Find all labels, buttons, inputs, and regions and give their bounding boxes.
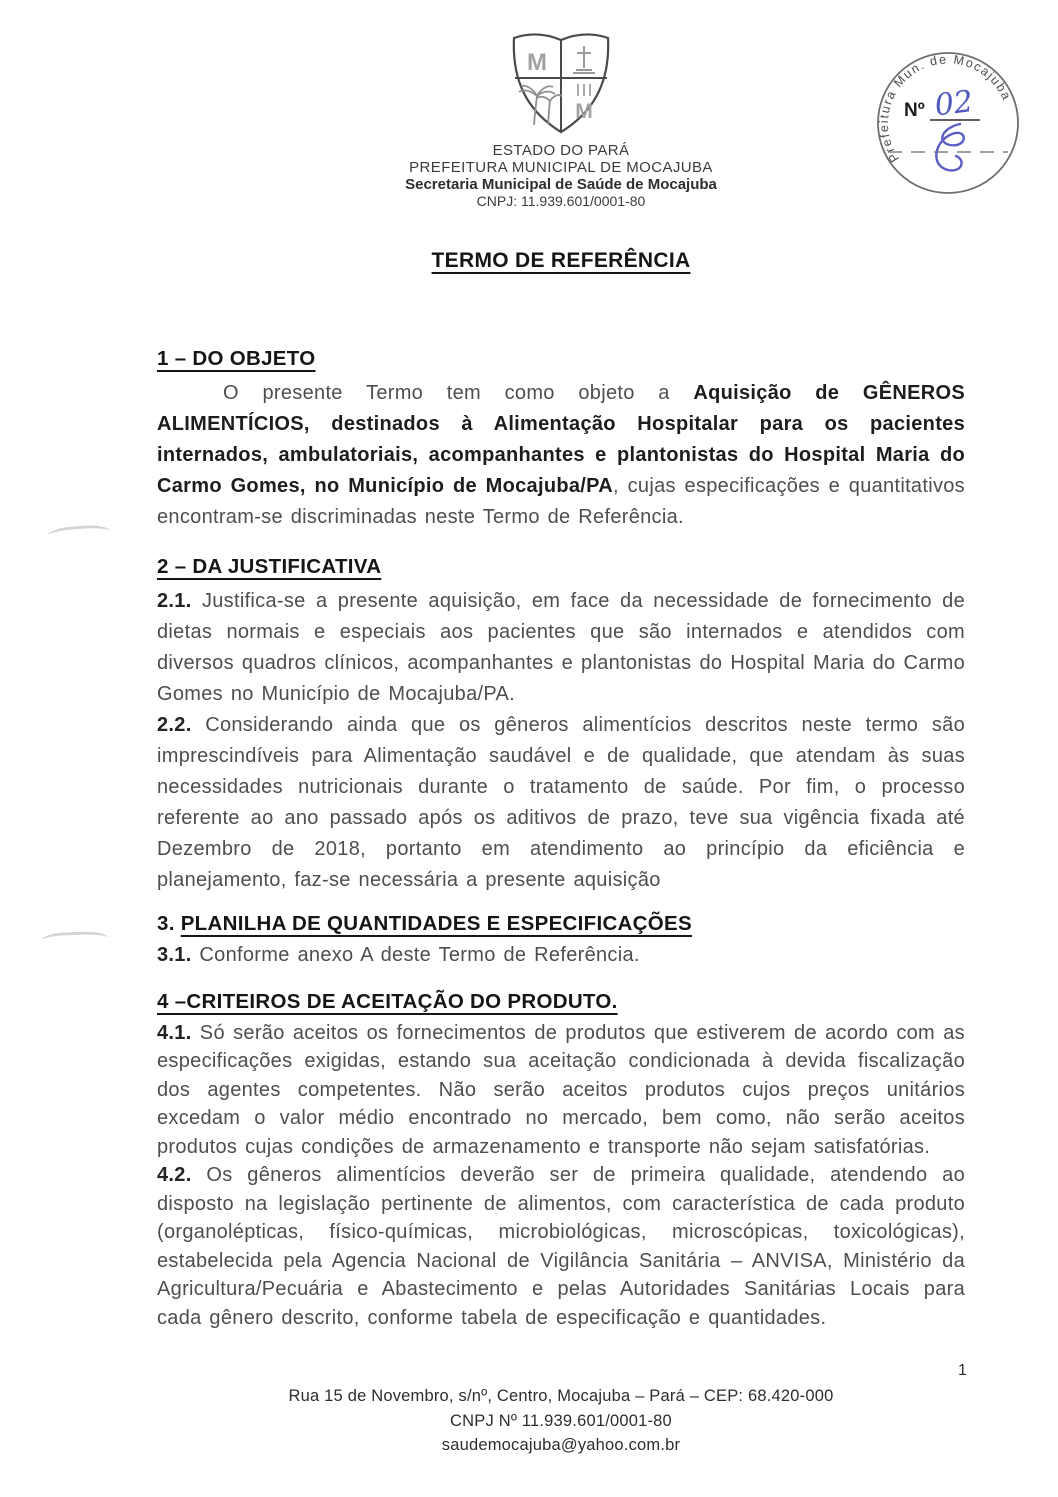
round-stamp <box>872 44 1024 202</box>
org-prefeitura: PREFEITURA MUNICIPAL DE MOCAJUBA <box>409 159 713 176</box>
pen-mark <box>42 931 108 947</box>
svg-text:M: M <box>527 49 547 76</box>
org-cnpj: CNPJ: 11.939.601/0001-80 <box>476 193 646 209</box>
document-body <box>157 347 965 1332</box>
pen-mark <box>48 524 111 543</box>
section-1-heading: 1 – DO OBJETO <box>157 347 316 370</box>
page-footer <box>157 1384 965 1458</box>
municipal-crest-logo <box>504 26 618 138</box>
stamp-ring-text: Prefeitura Mun. de Mocajuba <box>876 52 1015 165</box>
section-1-paragraph: O presente Termo tem como objeto a Aquisição de GÊNEROS ALIMENTÍCIOS, destinados à Alimentação Hospitalar para os pacientes internados, ambulatoriais, acompanhantes e plantonistas do Hospital Maria do Carmo Gomes, no Município de Mocajuba/PA, cujas especificações e quantitativos encontram-se discriminadas neste Termo de Referência. <box>157 382 965 528</box>
footer-email: saudemocajuba@yahoo.com.br <box>441 1436 681 1454</box>
crest-shield-icon <box>504 26 618 138</box>
stamp-number-label: Nº <box>904 100 925 121</box>
footer-address: Rua 15 de Novembro, s/nº, Centro, Mocajuba – Pará – CEP: 68.420-000 <box>288 1387 834 1405</box>
page-number: 1 <box>958 1362 967 1379</box>
org-state: ESTADO DO PARÁ <box>492 142 630 159</box>
paragraph-2-2: 2.2. Considerando ainda que os gêneros alimentícios descritos neste termo são imprescindíveis para Alimentação saudável e de qualidade, que atendam às suas necessidades nutricionais durante o tratamento de saúde. Por fim, o processo referente ao ano passado após os aditivos de prazo, teve sua vigência fixada até Dezembro de 2018, portanto em atendimento ao princípio da eficiência e planejamento, faz-se necessária a presente aquisição <box>157 714 965 891</box>
section-2-heading: 2 – DA JUSTIFICATIVA <box>157 555 382 578</box>
stamp-number-handwritten: 02 <box>932 84 975 124</box>
header-org-block <box>157 142 965 210</box>
document-title: TERMO DE REFERÊNCIA <box>431 249 691 272</box>
footer-cnpj: CNPJ Nº 11.939.601/0001-80 <box>450 1411 672 1430</box>
org-secretaria: Secretaria Municipal de Saúde de Mocajuba <box>405 176 717 193</box>
section-3-heading: 3. PLANILHA DE QUANTIDADES E ESPECIFICAÇÕES <box>157 912 692 935</box>
stamp-signature <box>936 124 963 170</box>
section-4-heading: 4 –CRITEIROS DE ACEITAÇÃO DO PRODUTO. <box>157 989 618 1013</box>
lower-sections <box>157 912 965 1332</box>
svg-text:M: M <box>575 100 593 123</box>
paragraph-3-1: 3.1. Conforme anexo A deste Termo de Referência. <box>157 944 640 966</box>
paragraph-4-2: 4.2. Os gêneros alimentícios deverão ser de primeira qualidade, atendendo ao disposto na legislação pertinente de alimentos, com característica de cada produto (organolépticas, físico-químicas, microbiológicas, microscópicas, toxicológicas), estabelecida pela Agencia Nacional de Vigilância Sanitária – ANVISA, Ministério da Agricultura/Pecuária e Abastecimento e pelas Autoridades Sanitárias Locais para cada gênero descrito, conforme tabela de especificação e quantidades. <box>157 1164 965 1329</box>
paragraph-2-1: 2.1. Justifica-se a presente aquisição, em face da necessidade de fornecimento de dietas normais e especiais aos pacientes que são internados e atendidos com diversos quadros clínicos, acompanhantes e plantonistas do Hospital Maria do Carmo Gomes no Município de Mocajuba/PA. <box>157 590 965 705</box>
paragraph-4-1: 4.1. Só serão aceitos os fornecimentos de produtos que estiverem de acordo com as especificações exigidas, estando sua aceitação condicionada à devida fiscalização dos agentes competentes. Não serão aceitos produtos cujos preços unitários excedam o valor médio encontrado no mercado, bem como, não serão aceitos produtos cujas condições de armazenamento e transporte não sejam satisfatórias. <box>157 1021 965 1158</box>
